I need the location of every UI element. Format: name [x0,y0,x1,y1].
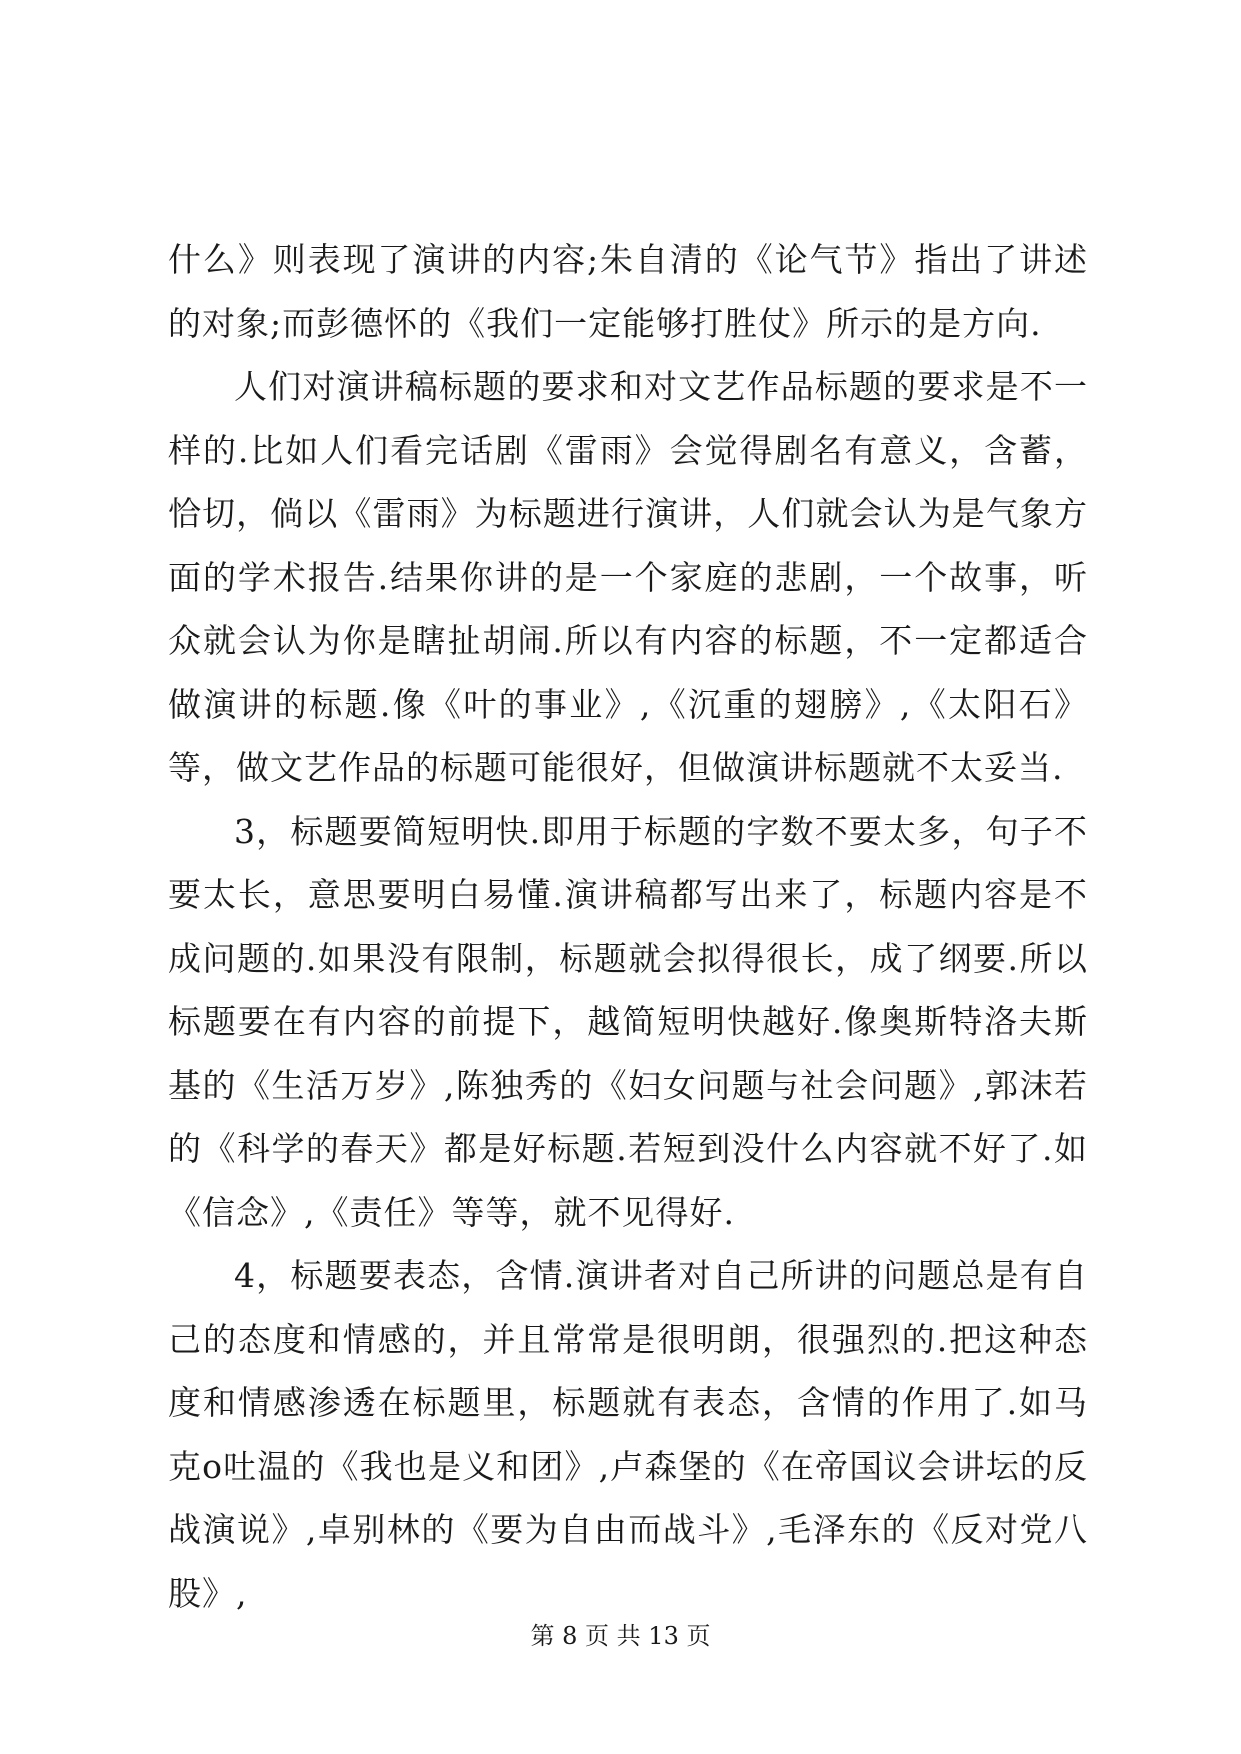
paragraph-point-4: 4，标题要表态，含情.演讲者对自己所讲的问题总是有自己的态度和情感的，并且常常是很明朗，很强烈的.把这种态度和情感渗透在标题里，标题就有表态，含情的作用了.如马克o吐温的《我也是义和团》,卢森堡的《在帝国议会讲坛的反战演说》,卓别林的《要为自由而战斗》,毛泽东的《反对党八股》, [168,1256,1088,1613]
paragraph-continuation: 什么》则表现了演讲的内容;朱自清的《论气节》指出了讲述的对象;而彭德怀的《我们一定能够打胜仗》所示的是方向. [168,240,1088,343]
page-footer: 第 8 页 共 13 页 [530,1622,711,1650]
paragraph-title-requirements: 人们对演讲稿标题的要求和对文艺作品标题的要求是不一样的.比如人们看完话剧《雷雨》会觉得剧名有意义，含蓄，恰切，倘以《雷雨》为标题进行演讲，人们就会认为是气象方面的学术报告.结果你讲的是一个家庭的悲剧，一个故事，听众就会认为你是瞎扯胡闹.所以有内容的标题，不一定都适合做演讲的标题.像《叶的事业》,《沉重的翅膀》,《太阳石》等，做文艺作品的标题可能很好，但做演讲标题就不太妥当. [168,367,1088,787]
paragraph-point-3: 3，标题要简短明快.即用于标题的字数不要太多，句子不要太长，意思要明白易懂.演讲稿都写出来了，标题内容是不成问题的.如果没有限制，标题就会拟得很长，成了纲要.所以标题要在有内容的前提下，越简短明快越好.像奥斯特洛夫斯基的《生活万岁》,陈独秀的《妇女问题与社会问题》,郭沫若的《科学的春天》都是好标题.若短到没什么内容就不好了.如《信念》,《责任》等等，就不见得好. [168,811,1088,1232]
body-text [168,228,1088,1625]
